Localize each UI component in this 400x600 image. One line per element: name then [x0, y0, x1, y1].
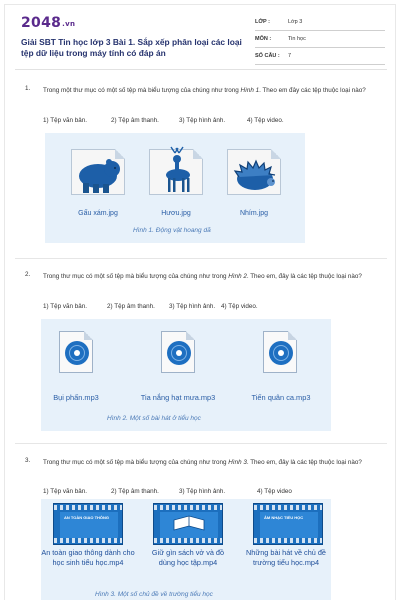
figure-2 — [41, 319, 331, 431]
section-divider — [15, 258, 387, 259]
music-disc-icon[interactable] — [59, 331, 93, 373]
option-3[interactable]: 3) Tệp hình ảnh. — [169, 303, 216, 310]
file-label: Hươu.jpg — [161, 210, 191, 217]
bear-image-icon[interactable] — [69, 145, 127, 197]
document-page — [4, 4, 396, 600]
meta-value: Tin học — [288, 36, 306, 42]
figure-caption: Hình 3. Một số chủ đề về trường tiểu học — [95, 591, 213, 598]
figure-caption: Hình 1. Động vật hoang dã — [133, 227, 211, 234]
video-thumbnail-icon[interactable]: ÂM NHẠC TIỂU HỌC — [253, 503, 323, 545]
option-4[interactable]: 4) Tệp video — [257, 488, 292, 495]
option-1[interactable]: 1) Tệp văn bản. — [43, 303, 87, 310]
question-text: Trong thư mục có một số tệp mà biểu tượng của chúng như trong Hình 2. Theo em, đây là các tệp thuộc loại nào? — [43, 273, 362, 280]
question-number: 2. — [25, 271, 31, 278]
meta-value: 7 — [288, 53, 292, 59]
question-text: Trong một thư mục có một số tệp mà biểu tượng của chúng như trong Hình 1. Theo em đây các tệp thuộc loại nào? — [43, 87, 366, 94]
header-divider — [15, 69, 387, 70]
option-2[interactable]: 2) Tệp âm thanh. — [111, 488, 159, 495]
option-1[interactable]: 1) Tệp văn bản. — [43, 117, 87, 124]
music-disc-icon[interactable] — [263, 331, 297, 373]
file-label: Tiến quân ca.mp3 — [251, 393, 311, 402]
deer-image-icon[interactable] — [147, 145, 205, 197]
file-label: Nhím.jpg — [239, 210, 268, 217]
figure-1 — [45, 133, 305, 243]
file-label: Giữ gìn sách vở và đồ dùng học tập.mp4 — [151, 548, 225, 567]
meta-row-grade — [255, 17, 385, 31]
option-2[interactable]: 2) Tệp âm thanh. — [111, 117, 159, 124]
meta-row-count — [255, 51, 385, 65]
question-number: 3. — [25, 457, 31, 464]
option-3[interactable]: 3) Tệp hình ảnh. — [179, 488, 226, 495]
question-text: Trong thư mục có một số tệp mà biểu tượng của chúng như trong Hình 3. Theo em, đây là các tệp thuộc loại nào? — [43, 459, 362, 466]
file-label: Bụi phấn.mp3 — [53, 393, 99, 402]
meta-row-subject — [255, 34, 385, 48]
meta-label: LỚP : — [255, 19, 270, 25]
question-number: 1. — [25, 85, 31, 92]
figure-3 — [41, 499, 331, 600]
music-disc-icon[interactable] — [161, 331, 195, 373]
hedgehog-image-icon[interactable] — [225, 145, 283, 197]
file-label: Gấu xám.jpg — [78, 210, 118, 217]
document-header — [5, 5, 395, 67]
file-label: Những bài hát về chủ đề trường tiểu học.mp4 — [246, 548, 326, 567]
document-title: Giải SBT Tin học lớp 3 Bài 1. Sắp xếp phân loại các loại tệp dữ liệu trong máy tính có đáp án — [21, 37, 242, 58]
meta-label: SỐ CÂU : — [255, 53, 280, 59]
option-1[interactable]: 1) Tệp văn bản. — [43, 488, 87, 495]
site-logo[interactable]: 2048.vn — [21, 15, 76, 31]
video-thumbnail-icon[interactable]: AN TOÀN GIAO THÔNG — [53, 503, 123, 545]
option-4[interactable]: 4) Tệp video. — [221, 303, 258, 310]
document-meta — [255, 17, 385, 68]
figure-caption: Hình 2. Một số bài hát ở tiểu học — [107, 415, 201, 422]
option-4[interactable]: 4) Tệp video. — [247, 117, 284, 124]
file-label: An toàn giao thông dành cho học sinh tiểu học.mp4 — [41, 548, 135, 567]
video-thumbnail-icon[interactable] — [153, 503, 223, 545]
option-3[interactable]: 3) Tệp hình ảnh. — [179, 117, 226, 124]
section-divider — [15, 443, 387, 444]
file-label: Tia nắng hạt mưa.mp3 — [140, 393, 216, 402]
meta-value: Lớp 3 — [288, 19, 303, 25]
meta-label: MÔN : — [255, 36, 272, 42]
option-2[interactable]: 2) Tệp âm thanh. — [107, 303, 155, 310]
